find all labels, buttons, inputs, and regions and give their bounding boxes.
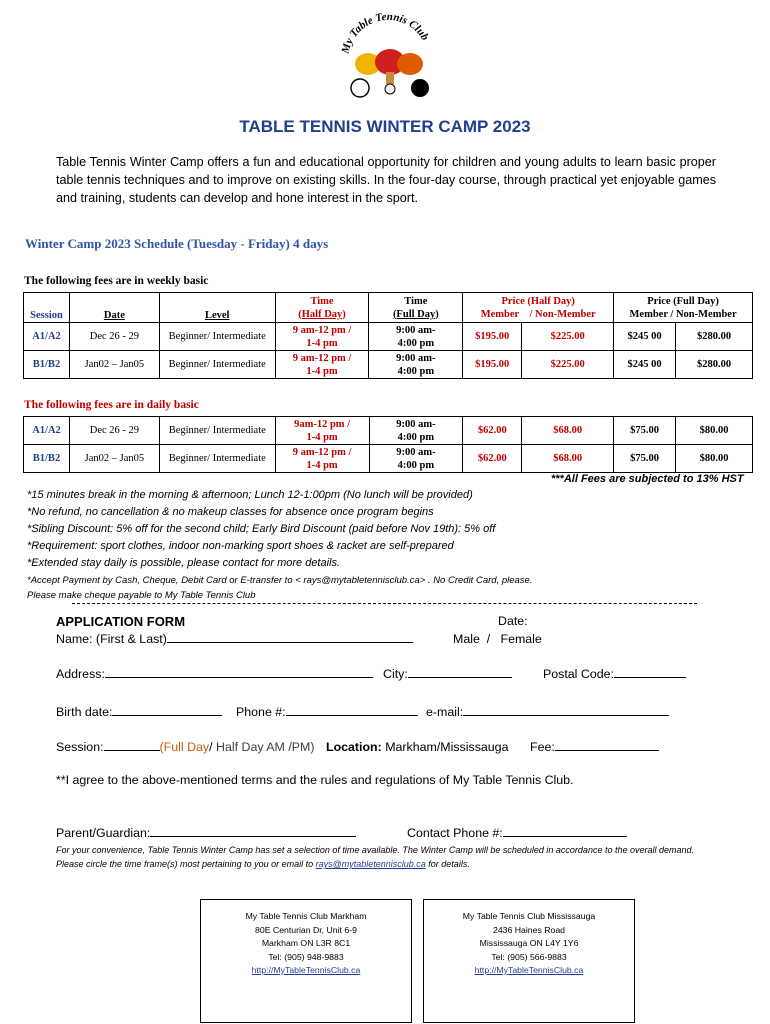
- fee-blank[interactable]: [555, 750, 659, 751]
- cell-half-non: $225.00: [522, 323, 614, 351]
- postal-field[interactable]: [543, 667, 686, 681]
- header-price-half: [463, 293, 614, 323]
- name-blank[interactable]: [167, 642, 413, 643]
- cell-half-non: $225.00: [522, 351, 614, 379]
- phone-field[interactable]: [236, 705, 418, 719]
- location-label: Location:: [326, 740, 382, 754]
- weekly-fees-note: The following fees are in weekly basic: [24, 275, 209, 287]
- header-price-half-label: Price (Half Day): [501, 295, 575, 307]
- cell-half-time-2: 1-4 pm: [306, 459, 338, 471]
- city-label: City:: [383, 667, 408, 681]
- email-label: e-mail:: [426, 705, 464, 719]
- cell-full-time: [369, 323, 463, 351]
- cell-full-member: $245 00: [614, 323, 676, 351]
- location-tel: Tel: (905) 948-9883: [268, 951, 344, 962]
- form-date-label: Date:: [498, 614, 528, 628]
- location-city: Markham ON L3R 8C1: [261, 938, 351, 948]
- club-logo: [338, 12, 438, 102]
- cell-half-time-2: 1-4 pm: [306, 365, 338, 377]
- convenience-text: For your convenience, Table Tennis Winter Camp has set a selection of time available. The Winter Camp will be scheduled in accordance to the overall demand. Please circle the time frame(s) most pertaining to you or email to: [56, 845, 695, 869]
- address-blank[interactable]: [105, 677, 373, 678]
- cell-level: Beginner/ Intermediate: [159, 445, 275, 473]
- daily-fees-table: [23, 416, 753, 473]
- hst-note: ***All Fees are subjected to 13% HST: [551, 473, 744, 485]
- cell-date: Jan02 – Jan05: [69, 351, 159, 379]
- payment-note: *Accept Payment by Cash, Cheque, Debit Card or E-transfer to < rays@mytabletennisclub.ca> . No Credit Card, please.: [27, 575, 533, 586]
- address-field[interactable]: [56, 667, 373, 681]
- weekly-header-row: [24, 293, 753, 323]
- phone-label: Phone #:: [236, 705, 286, 719]
- cell-half-time: [275, 417, 369, 445]
- cell-full-time: [369, 351, 463, 379]
- cell-session: B1/B2: [24, 351, 70, 379]
- daily-fees-note: The following fees are in daily basic: [24, 399, 199, 411]
- convenience-note: [56, 843, 716, 871]
- header-time-half-label: Time: [310, 295, 334, 307]
- agreement-text: **I agree to the above-mentioned terms and the rules and regulations of My Table Tennis Club.: [56, 773, 574, 787]
- header-time-half-sub: (Half Day): [298, 308, 346, 320]
- location-city: Mississauga ON L4Y 1Y6: [479, 938, 579, 948]
- cell-full-time-1: 9:00 am-: [396, 352, 436, 364]
- header-time-full-sub: (Full Day): [392, 308, 439, 320]
- header-time-half: [275, 293, 369, 323]
- rule-lunch: *15 minutes break in the morning & afternoon; Lunch 12-1:00pm (No lunch will be provided): [27, 489, 473, 501]
- rule-discount: *Sibling Discount: 5% off for the second child; Early Bird Discount (paid before Nov 19th): 5% off: [27, 523, 496, 535]
- postal-blank[interactable]: [614, 677, 686, 678]
- location-field[interactable]: [326, 740, 508, 754]
- header-time-full-label: Time: [404, 295, 428, 307]
- header-session: Session: [24, 293, 70, 323]
- cell-half-member: $62.00: [463, 417, 522, 445]
- fee-label: Fee:: [530, 740, 555, 754]
- email-link[interactable]: rays@mytabletennisclub.ca: [315, 859, 426, 869]
- cell-half-member: $62.00: [463, 445, 522, 473]
- cell-half-time-1: 9 am-12 pm /: [292, 352, 352, 364]
- cell-full-time-2: 4:00 pm: [397, 365, 435, 377]
- cell-full-member: $245 00: [614, 351, 676, 379]
- header-price-full: [614, 293, 753, 323]
- session-field[interactable]: [56, 740, 314, 754]
- header-date: Date: [69, 293, 159, 323]
- city-blank[interactable]: [408, 677, 512, 678]
- table-row: [24, 323, 753, 351]
- header-price-full-label: Price (Full Day): [647, 295, 719, 307]
- table-row: [24, 445, 753, 473]
- cell-full-time-2: 4:00 pm: [397, 459, 435, 471]
- cell-half-non: $68.00: [522, 417, 614, 445]
- postal-label: Postal Code:: [543, 667, 614, 681]
- cell-half-time-1: 9am-12 pm /: [294, 418, 351, 430]
- email-field[interactable]: [426, 705, 669, 719]
- fee-field[interactable]: [530, 740, 659, 754]
- cell-full-non: $80.00: [676, 445, 753, 473]
- birth-field[interactable]: [56, 705, 222, 719]
- cell-half-time: [275, 351, 369, 379]
- address-label: Address:: [56, 667, 105, 681]
- cell-full-member: $75.00: [614, 445, 676, 473]
- cell-date: Dec 26 - 29: [69, 417, 159, 445]
- location-box-mississauga: [423, 899, 635, 1023]
- guardian-field[interactable]: [56, 826, 356, 840]
- guardian-label: Parent/Guardian:: [56, 826, 151, 840]
- email-blank[interactable]: [463, 715, 669, 716]
- cell-full-non: $80.00: [676, 417, 753, 445]
- session-slash: /: [209, 740, 213, 754]
- cell-half-member: $195.00: [463, 323, 522, 351]
- cell-level: Beginner/ Intermediate: [159, 323, 275, 351]
- contact-blank[interactable]: [503, 836, 627, 837]
- session-blank[interactable]: [104, 750, 160, 751]
- cell-date: Jan02 – Jan05: [69, 445, 159, 473]
- session-paren-open: (: [159, 740, 164, 754]
- cell-full-non: $280.00: [676, 323, 753, 351]
- cell-level: Beginner/ Intermediate: [159, 351, 275, 379]
- rule-refund: *No refund, no cancellation & no makeup classes for absence once program begins: [27, 506, 434, 518]
- guardian-blank[interactable]: [150, 836, 356, 837]
- cell-full-time-1: 9:00 am-: [396, 418, 436, 430]
- page-title: TABLE TENNIS WINTER CAMP 2023: [239, 117, 531, 136]
- cell-full-time-2: 4:00 pm: [397, 337, 435, 349]
- cell-half-time-1: 9 am-12 pm /: [292, 324, 352, 336]
- cell-half-time-2: 1-4 pm: [306, 431, 338, 443]
- cell-half-non: $68.00: [522, 445, 614, 473]
- session-label: Session:: [56, 740, 104, 754]
- cell-half-member: $195.00: [463, 351, 522, 379]
- gender-options[interactable]: Male / Female: [453, 632, 542, 646]
- name-label: Name: (First & Last): [56, 632, 167, 646]
- cheque-note: Please make cheque payable to My Table Tennis Club: [27, 590, 256, 601]
- cell-half-time: [275, 323, 369, 351]
- form-heading: APPLICATION FORM: [56, 614, 186, 629]
- logo-text: My Table Tennis Club: [339, 12, 431, 55]
- location-name: My Table Tennis Club Markham: [245, 911, 367, 921]
- city-field[interactable]: [383, 667, 512, 681]
- rule-requirement: *Requirement: sport clothes, indoor non-marking sport shoes & racket are self-prepared: [27, 540, 454, 552]
- location-tel: Tel: (905) 566-9883: [491, 951, 567, 962]
- cell-level: Beginner/ Intermediate: [159, 417, 275, 445]
- cell-session: A1/A2: [24, 417, 70, 445]
- header-time-full: [369, 293, 463, 323]
- table-row: [24, 351, 753, 379]
- location-street: 2436 Haines Road: [493, 924, 565, 935]
- cell-full-time: [369, 417, 463, 445]
- header-level: Level: [159, 293, 275, 323]
- location-box-markham: [200, 899, 412, 1023]
- header-price-half-sub: Member / Non-Member: [480, 308, 596, 320]
- name-field[interactable]: [56, 632, 413, 646]
- cell-full-time-1: 9:00 am-: [396, 324, 436, 336]
- location-value: Markham/Mississauga: [381, 740, 509, 754]
- cell-full-time-2: 4:00 pm: [397, 431, 435, 443]
- location-street: 80E Centurian Dr, Unit 6-9: [255, 924, 357, 935]
- cell-half-time-2: 1-4 pm: [306, 337, 338, 349]
- cell-full-time: [369, 445, 463, 473]
- schedule-title: Winter Camp 2023 Schedule (Tuesday - Friday) 4 days: [25, 236, 329, 251]
- cell-session: B1/B2: [24, 445, 70, 473]
- cell-full-time-1: 9:00 am-: [396, 446, 436, 458]
- contact-phone-field[interactable]: [407, 826, 627, 840]
- cell-half-time-1: 9 am-12 pm /: [292, 446, 352, 458]
- table-row: [24, 417, 753, 445]
- contact-label: Contact Phone #:: [407, 826, 503, 840]
- cell-half-time: [275, 445, 369, 473]
- birth-label: Birth date:: [56, 705, 113, 719]
- header-price-full-sub: Member / Non-Member: [629, 308, 737, 320]
- full-day-option[interactable]: Full Day: [163, 740, 210, 754]
- cell-date: Dec 26 - 29: [69, 323, 159, 351]
- phone-blank[interactable]: [286, 715, 418, 716]
- location-url[interactable]: http://MyTableTennisClub.ca: [474, 965, 584, 975]
- intro-paragraph: Table Tennis Winter Camp offers a fun and educational opportunity for children and young adults to learn basic proper table tennis techniques and to improve on existing skills. In the four-day course, through practical yet enjoyable games and training, students can develop and hone interest in the sport.: [56, 155, 716, 205]
- birth-blank[interactable]: [112, 715, 222, 716]
- rule-extended-stay: *Extended stay daily is possible, please contact for more details.: [27, 557, 341, 569]
- convenience-text-end: for details.: [425, 859, 470, 869]
- weekly-fees-table: [23, 292, 753, 379]
- location-name: My Table Tennis Club Mississauga: [462, 911, 596, 921]
- svg-text:My Table Tennis Club: [339, 12, 431, 56]
- form-separator: [72, 603, 697, 604]
- half-day-option[interactable]: Half Day AM /PM): [212, 740, 315, 754]
- location-url[interactable]: http://MyTableTennisClub.ca: [251, 965, 361, 975]
- cell-full-non: $280.00: [676, 351, 753, 379]
- cell-full-member: $75.00: [614, 417, 676, 445]
- cell-session: A1/A2: [24, 323, 70, 351]
